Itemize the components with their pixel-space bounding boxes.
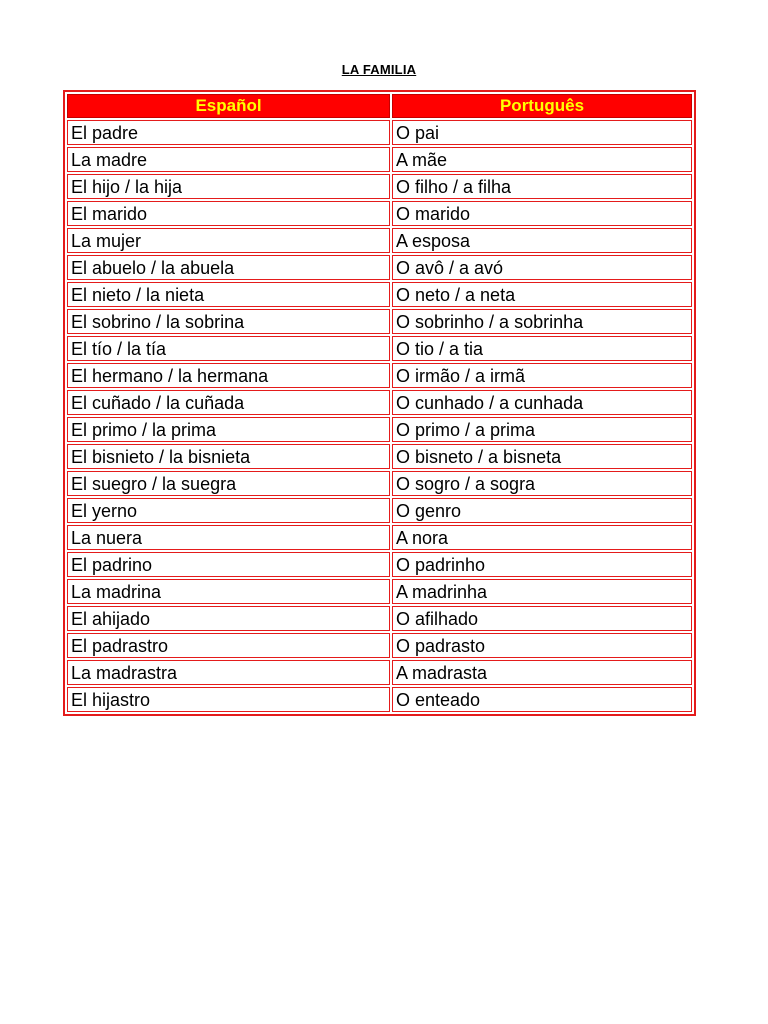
cell-espanol: El hijastro [67,687,390,712]
table-row [67,579,692,604]
table-row [67,147,692,172]
cell-portugues: O padrinho [392,552,692,577]
cell-portugues: A esposa [392,228,692,253]
vocabulary-table [63,90,696,716]
table-row [67,498,692,523]
cell-espanol: La madrina [67,579,390,604]
cell-portugues: O genro [392,498,692,523]
cell-portugues: O primo / a prima [392,417,692,442]
cell-espanol: El tío / la tía [67,336,390,361]
table-row [67,363,692,388]
cell-espanol: La madrastra [67,660,390,685]
cell-portugues: O afilhado [392,606,692,631]
cell-portugues: A madrasta [392,660,692,685]
table-row [67,120,692,145]
cell-portugues: O avô / a avó [392,255,692,280]
cell-portugues: O pai [392,120,692,145]
table-row [67,336,692,361]
cell-portugues: O enteado [392,687,692,712]
cell-espanol: El hijo / la hija [67,174,390,199]
cell-espanol: El ahijado [67,606,390,631]
cell-portugues: O sogro / a sogra [392,471,692,496]
cell-portugues: O sobrinho / a sobrinha [392,309,692,334]
table-header-row [67,94,692,118]
table-row [67,255,692,280]
cell-espanol: El sobrino / la sobrina [67,309,390,334]
cell-portugues: O irmão / a irmã [392,363,692,388]
cell-espanol: La mujer [67,228,390,253]
cell-espanol: El marido [67,201,390,226]
cell-portugues: O tio / a tia [392,336,692,361]
table-row [67,687,692,712]
header-espanol: Español [67,94,390,118]
table-row [67,309,692,334]
cell-espanol: El nieto / la nieta [67,282,390,307]
cell-portugues: O padrasto [392,633,692,658]
page-title: LA FAMILIA [341,62,417,77]
table-row [67,606,692,631]
cell-portugues: O filho / a filha [392,174,692,199]
table-row [67,444,692,469]
cell-portugues: O bisneto / a bisneta [392,444,692,469]
cell-espanol: El bisnieto / la bisnieta [67,444,390,469]
table-row [67,201,692,226]
table-row [67,552,692,577]
cell-espanol: El hermano / la hermana [67,363,390,388]
cell-espanol: La madre [67,147,390,172]
table-body [67,120,692,712]
table-row [67,390,692,415]
cell-portugues: O marido [392,201,692,226]
cell-portugues: A nora [392,525,692,550]
table-row [67,525,692,550]
cell-espanol: El yerno [67,498,390,523]
cell-espanol: El suegro / la suegra [67,471,390,496]
header-portugues: Português [392,94,692,118]
table-row [67,471,692,496]
cell-portugues: O neto / a neta [392,282,692,307]
cell-portugues: O cunhado / a cunhada [392,390,692,415]
cell-portugues: A madrinha [392,579,692,604]
table-row [67,417,692,442]
table-row [67,660,692,685]
table-row [67,282,692,307]
cell-espanol: El padrastro [67,633,390,658]
cell-espanol: El padre [67,120,390,145]
table-row [67,174,692,199]
cell-espanol: El cuñado / la cuñada [67,390,390,415]
cell-espanol: La nuera [67,525,390,550]
cell-espanol: El primo / la prima [67,417,390,442]
cell-espanol: El padrino [67,552,390,577]
table-row [67,228,692,253]
table-row [67,633,692,658]
cell-espanol: El abuelo / la abuela [67,255,390,280]
cell-portugues: A mãe [392,147,692,172]
